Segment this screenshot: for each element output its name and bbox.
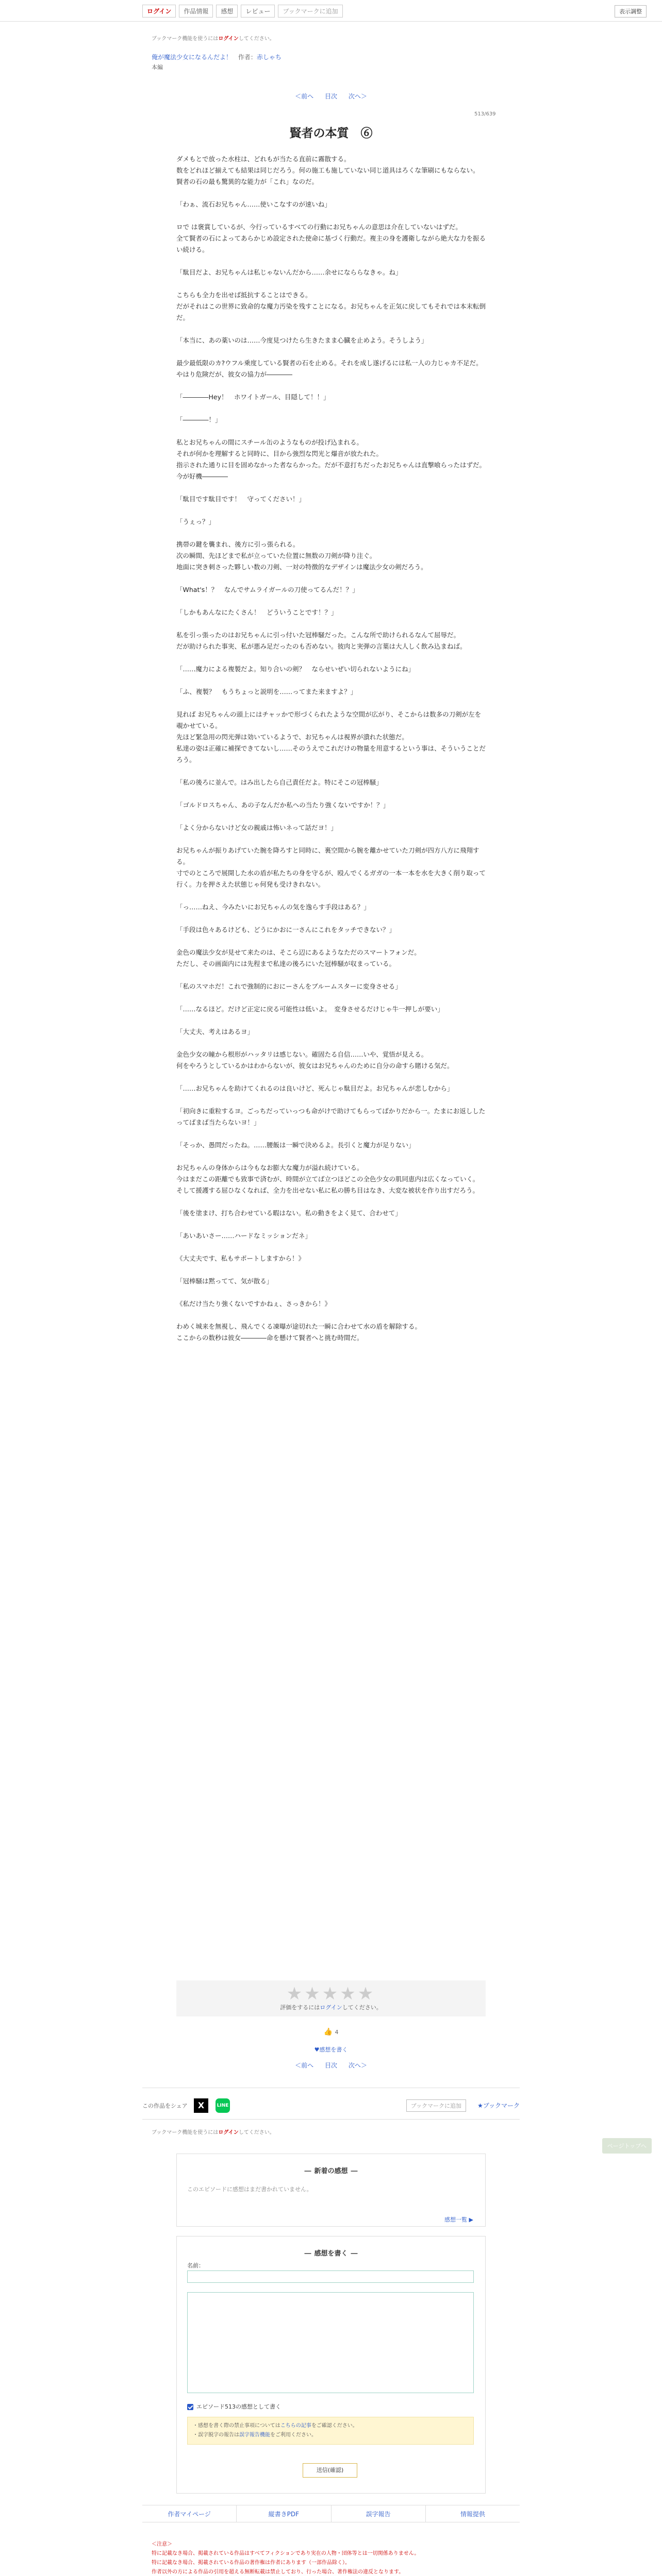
novel-paragraph: 携帯の鍵を襲まれ、後方に引っ張られる。 次の瞬間、先ほどまで私が立っていた位置に無数の刀剣が降り注ぐ。 地面に突き刺さった夥しい数の刀剣、一対の特徴的なデザインは魔法少女の剣だろう。	[176, 540, 427, 571]
write-comment-heading: ― 感想を書く ―	[304, 2250, 358, 2258]
novel-paragraph: 《私だけ当たり強くないですかねぇ、さっきから！》	[176, 1300, 332, 1308]
author-link[interactable]: 赤しゃち	[256, 54, 282, 61]
novel-paragraph: 「あいあいさー……ハードなミッションだネ」	[176, 1232, 312, 1240]
comment-textarea[interactable]	[187, 2292, 474, 2393]
novel-paragraph: 「っ……ねえ、今みたいにお兄ちゃんの気を逸らす手段はある？」	[176, 903, 370, 911]
novel-paragraph: 最少最低限のカ?ウフル乗度している賢者の石を止める。それを成し遂げるには私一人の力じゃカ不足だ。 やはり危険だが、彼女の協力が――――	[176, 359, 483, 378]
bookmark-note: ブックマーク機能を使うにはログインしてください。	[152, 36, 275, 42]
toc-link-bottom[interactable]: 目次	[324, 2062, 337, 2069]
novel-paragraph: 「初向きに重粒するヨ。ごっちだっていっつも命がけで助けてもらってばかりだから一。たまにお返ししたってばまば当たらないヨ！」	[176, 1107, 486, 1126]
write-comment-panel	[176, 2236, 486, 2494]
share-label: この作品をシェア	[142, 2103, 188, 2109]
comments-list-link[interactable]: 感想一覧 ▶	[444, 2216, 473, 2223]
novel-paragraph: 「……なるほど。だけど正定に戻る可能性は低いよ。 変身させるだけじゃ牛一押しが要い」	[176, 1005, 444, 1013]
episode-number: 513/639	[474, 111, 496, 117]
pager-bottom	[0, 2061, 662, 2070]
top-bar	[0, 0, 662, 22]
novel-paragraph: 「ゴルドロスちゃん、あの子なんだか私への当たり強くないですか！？」	[176, 801, 390, 809]
novel-body	[176, 154, 486, 1355]
rating-login-link[interactable]: ログイン	[320, 2004, 342, 2011]
novel-paragraph: 「私のスマホだ！これで強制的におにーさんをブルームスターに変身させる」	[176, 982, 402, 990]
thumbs-up-icon: 👍	[323, 2028, 333, 2036]
footer-link[interactable]: 誤字報告	[331, 2505, 425, 2522]
novel-paragraph: 「手段は色々あるけども、どうにかおに一さんにこれをタッチできない？」	[176, 926, 396, 934]
novel-paragraph: 「しかもあんなにたくさん！ どういうことです！？」	[176, 608, 338, 616]
novel-paragraph: 「わぁ、流石お兄ちゃん……使いこなすのが速いね」	[176, 200, 331, 208]
comment-notice: ・感想を書く際の禁止事項についてはこちらの記事をご確認ください。 ・誤字脱字の報告は誤字報告機能をご利用ください。	[187, 2417, 474, 2445]
write-review-link[interactable]: ♥感想を書く	[314, 2046, 348, 2053]
bookmark-link[interactable]: ★ブックマーク	[477, 2102, 520, 2109]
bookmark-note-bottom: ブックマーク機能を使うにはログインしてください。	[152, 2130, 275, 2136]
novel-paragraph: 「駄目だよ、お兄ちゃんは私じゃないんだから……余せになららなきゃ。ね」	[176, 268, 402, 276]
typo-report-link[interactable]: 誤字報告機能	[239, 2432, 270, 2438]
footer-link[interactable]: 作者マイページ	[168, 2511, 211, 2518]
prev-link[interactable]: ＜前へ	[295, 93, 314, 100]
top-nav	[142, 5, 343, 18]
prev-link-bottom[interactable]: ＜前へ	[295, 2062, 314, 2069]
novel-paragraph: 「――――Hey！ ホワイトガール、目隠して！！」	[176, 393, 330, 401]
x-share-icon[interactable]: X	[194, 2098, 208, 2113]
footer-links	[142, 2505, 520, 2522]
novel-paragraph: 「What's！？ なんでサムライガールの刀使ってるんだ！？」	[176, 586, 359, 594]
author-label: 作者：	[238, 54, 257, 61]
next-link-bottom[interactable]: 次へ＞	[348, 2062, 367, 2069]
line-share-icon[interactable]: LINE	[216, 2098, 230, 2113]
bookmark-login-link[interactable]: ログイン	[218, 36, 239, 42]
share-row	[142, 2098, 520, 2113]
series-info	[152, 53, 282, 61]
novel-paragraph: 「――――！」	[176, 416, 222, 423]
novel-paragraph: 「……お兄ちゃんを助けてくれるのは良いけど、死んじゃ駄目だよ。お兄ちゃんが悲しむから」	[176, 1084, 454, 1092]
novel-paragraph: 「うぇっ？」	[176, 518, 216, 526]
page-top-button[interactable]: ページトップへ	[602, 2138, 652, 2154]
novel-paragraph: こちらも全力を出せば抵抗することはできる。 だがそれはこの世界に致命的な魔力汚染を残すことになる。お兄ちゃんを正気に戻してもそれでは本末転倒だ。	[176, 291, 486, 321]
novel-paragraph: 「そっか、愚問だったね。……腰飯は一瞬で決めるよ。長引くと魔力が足りない」	[176, 1141, 415, 1149]
latest-comments-panel	[176, 2154, 486, 2227]
novel-paragraph: お兄ちゃんの身体からは今もなお膨大な魔力が溢れ続けている。 今はまだこの距離でも致事で済むが、時間が立てば立つほどこの全色少女の肌同恵内は広くなっていく。 そして援護する屈ひなくなれば、全力を出せない私に私の勝ち目はなき、大変な被状を作り出すだろう。	[176, 1164, 479, 1194]
novel-paragraph: 「本当に、あの薬いのは……今度見つけたら生きたまま心臓を止めよう。そうしよう」	[176, 336, 428, 344]
latest-comments-heading: ― 新着の感想 ―	[304, 2167, 358, 2175]
bookmark-add-button[interactable]: ブックマークに追加	[278, 5, 342, 18]
novel-paragraph: ダメもとで放った水柱は、どれもが当たる直前に霧散する。 数をどれほど揃えても結果は同じだろう。何の施工も施していない同じ道具はろくな筆刷にもならない。 賢者の石の最も驚異的な能力が「これ」なのだ。	[176, 155, 479, 185]
caution-notes: ＜注意＞ 特に記載なき場合、掲載されている作品はすべてフィクションであり実在の人物・団体等とは一切関係ありません。 特に記載なき場合、掲載されている作品の著作権は作者にあります（一部作品除く）。 作者以外の方による作品の引用を超える無断転載は禁止しており、行った場合、著作権法の違反となります。	[152, 2541, 420, 2575]
footer-link[interactable]: 縦書きPDF	[236, 2505, 330, 2522]
like-button[interactable]	[0, 2028, 662, 2036]
novel-paragraph: 「大丈夫、考えはあるヨ」	[176, 1028, 254, 1036]
novel-paragraph: 金色の魔法少女が見せて来たのは、そこら辺にあるようなただのスマートフォンだ。 ただし、その画面内には先程まで私達の後ろにいた冠棒騒が収まっている。	[176, 948, 421, 968]
like-count: 4	[335, 2029, 339, 2036]
pager-top	[0, 92, 662, 100]
novel-paragraph: 「駄目です駄目です！ 守ってください！」	[176, 495, 306, 503]
login-link[interactable]: ログイン	[142, 5, 176, 18]
nav-comments[interactable]: 感想	[216, 5, 238, 18]
novel-paragraph: 私とお兄ちゃんの間にスチール缶のようなものが投げ込まれる。 それが何かを理解すると同時に、目から強烈な閃光と爆音が放たれた。 指示された通りに目を固めなかった者ならかった。だが不意打ちだったお兄ちゃんは直撃喰らったはずだ。今が好機――――	[176, 438, 486, 480]
novel-paragraph: 「ふ、複製？ もうちょっと説明を……ってまた来ますよ？」	[176, 688, 357, 696]
footer-link[interactable]: 情報提供	[425, 2505, 520, 2522]
novel-paragraph: 「後を塗まけ、打ち合わせている暇はない。私の動きをよく見て、合わせて」	[176, 1209, 402, 1217]
novel-paragraph: 「冠棒騒は黙ってて、気が散る」	[176, 1277, 273, 1285]
novel-paragraph: 「……魔力による複製だよ。知り合いの剣？ ならせいぜい切られないようにね」	[176, 665, 415, 673]
chapter-label: 本編	[152, 64, 163, 71]
latest-comments-empty: このエピソードに感想はまだ書かれていません。	[187, 2186, 312, 2193]
toc-link[interactable]: 目次	[324, 93, 337, 100]
display-settings-button[interactable]: 表示調整	[615, 5, 647, 18]
novel-paragraph: 「よく分からないけど女の親戚は怖いネって話だヨ！」	[176, 824, 338, 832]
rules-article-link[interactable]: こちらの記事	[280, 2423, 311, 2429]
name-input[interactable]	[187, 2270, 474, 2283]
divider	[142, 2119, 520, 2120]
bookmark-login-link-bottom[interactable]: ログイン	[218, 2130, 239, 2136]
series-title-link[interactable]: 俺が魔法少女になるんだよ！	[152, 54, 233, 61]
name-label: 名前：	[187, 2262, 204, 2269]
next-link[interactable]: 次へ＞	[348, 93, 367, 100]
novel-paragraph: 私を引っ張ったのはお兄ちゃんに引っ付いた冠棒騒だった。こんな所で助けられるなんて屈辱だ。 だが助けられた事実、私が悪み足だったのも否めない。彼肉と実弾の言葉は大人しく飲み込まねば。	[176, 631, 467, 650]
nav-info[interactable]: 作品情報	[179, 5, 213, 18]
nav-review[interactable]: レビュー	[241, 5, 275, 18]
novel-paragraph: ロで は褒賞しているが、今行っているすべての行動にお兄ちゃんの意思は介在していないはずだ。 全て賢者の石によってあらかじめ設定された使命に基づく行動だ。複主の身を護衛しながら絶大な力を振るい続ける。	[176, 223, 486, 253]
rating-note: 評価をするにはログインしてください。	[280, 2004, 382, 2011]
bookmark-add-button-bottom[interactable]: ブックマークに追加	[406, 2099, 466, 2112]
rating-stars[interactable]: ★★★★★	[286, 1984, 376, 2004]
submit-confirm-button[interactable]: 送信(確認)	[303, 2463, 357, 2478]
novel-paragraph: 《大丈夫です、私もサポートしますから！》	[176, 1255, 305, 1262]
episode-title: 賢者の本質 ⑥	[289, 126, 373, 140]
novel-paragraph: 金色少女の瞳から根形がハッタリは感じない。確固たる自信……いや、覚悟が見える。 何をやろうとしているかはわからないが、彼女はお兄ちゃんのために自分の命すら賭ける気だ。	[176, 1050, 454, 1070]
novel-paragraph: わめく城来を無視し、飛んでくる凍曝が途切れた一瞬に合わせて水の盾を解除する。 ここからの数秒は彼女――――命を懸けて賢者へと挑む時間だ。	[176, 1323, 422, 1342]
rating-box	[176, 1980, 486, 2016]
novel-paragraph: 見れば お兄ちゃんの頭上にはチャッかで形づくられたような空間が広がり、そこからは数多の刀剣が左を覗かせている。 先ほど緊急用の閃光弾は効いているようで、お兄ちゃんは視界が潰れた状態だ。 私達の姿は正確に補探できてないし……そのうえでこれだけの物量を用意するという事は、そういうことだろう。	[176, 710, 486, 764]
novel-paragraph: お兄ちゃんが振りあげていた腕を降ろすと同時に、裏空間から腕を離かせていた刀剣が四方八方に飛翔する。 寸でのところで展開した水の盾が私たちの身を守るが、殴んでくるガガの一本一本を水を大きく削り取って行く。力を押さえた状態じゃ何発も受けきれない。	[176, 846, 486, 888]
episode-checkbox-row[interactable]: エピソード513の感想として書く	[187, 2402, 281, 2411]
episode-checkbox[interactable]	[187, 2404, 193, 2410]
novel-paragraph: 「私の後ろに並んで。はみ出したら自己責任だよ。特にそこの冠棒騒」	[176, 778, 383, 786]
